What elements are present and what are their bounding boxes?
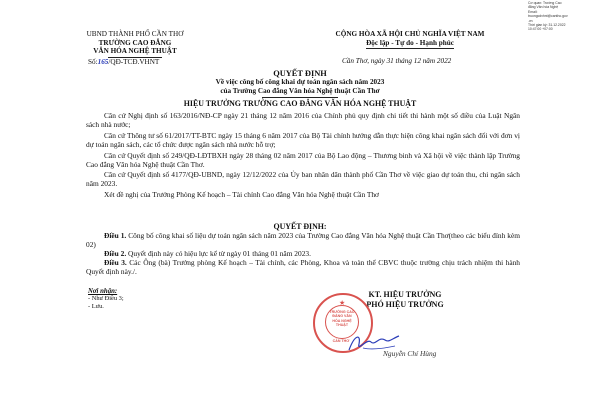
- national-motto: Độc lập - Tự do - Hạnh phúc: [366, 38, 454, 47]
- article-3: [86, 259, 520, 277]
- decision-title: QUYẾT ĐỊNH: [273, 69, 327, 78]
- article-text: Quyết định này có hiệu lực kể từ ngày 01 tháng 01 năm 2023.: [128, 248, 311, 258]
- article-label: Điều 2.: [104, 248, 127, 258]
- decides-heading: QUYẾT ĐỊNH:: [273, 222, 327, 231]
- motto-underline: [366, 48, 454, 49]
- national-title: CỘNG HÒA XÃ HỘI CHỦ NGHĨA VIỆT NAM: [335, 30, 485, 38]
- article-1: [86, 232, 520, 250]
- recipients-block: [88, 288, 208, 311]
- digital-stamp-line: 10:47:00 +07:00: [528, 27, 553, 32]
- article-label: Điều 1.: [104, 231, 127, 240]
- national-header: [290, 30, 530, 47]
- issuer-block: [70, 30, 200, 56]
- digital-stamp-line: Cơ quan: Trường Cao: [528, 1, 562, 5]
- signer-title-1: KT. HIỆU TRƯỞNG: [368, 290, 442, 299]
- digital-stamp-line: truongcdvhnt@cantho.gov: [528, 14, 568, 19]
- authority-heading: HIỆU TRƯỞNG TRƯỜNG CAO ĐẲNG VĂN HÓA NGHỆ THUẬT: [183, 99, 417, 108]
- preamble-item: Xét đề nghị của Trưởng Phòng Kế hoạch – Tài chính Cao đẳng Văn hóa Nghệ thuật Cần Thơ: [104, 190, 379, 200]
- decision-subtitle-line1: Về việc công bố công khai dự toán ngân sách năm 2023: [215, 78, 385, 86]
- issue-date: Cần Thơ, ngày 31 tháng 12 năm 2022: [342, 57, 452, 65]
- signer-name: Nguyễn Chí Hùng: [383, 349, 437, 358]
- digital-stamp-line: .vn: [528, 18, 533, 23]
- decision-subtitle: [150, 78, 450, 95]
- preamble-item: Căn cứ Thông tư số 61/2017/TT-BTC ngày 15 tháng 6 năm 2017 của Bộ Tài chính hướng dẫn thực hiện công khai ngân sách đối với đơn vị dự toán ngân sách, các tổ chức được ngân sách nhà nước hỗ trợ;: [86, 130, 520, 149]
- recipient-item: - Như Điều 3;: [88, 295, 124, 302]
- decision-subtitle-line2: của Trường Cao đẳng Văn hóa Nghệ thuật Cần Thơ: [220, 86, 380, 95]
- signer-title-2: PHÓ HIỆU TRƯỞNG: [366, 300, 444, 309]
- preamble: [86, 112, 520, 200]
- recipients-heading: Nơi nhận:: [88, 288, 118, 295]
- subtitle-underline: [262, 97, 338, 98]
- issuer-school-line1: TRƯỜNG CAO ĐẲNG: [98, 38, 172, 47]
- issuer-city: UBND THÀNH PHỐ CẦN THƠ: [86, 30, 184, 38]
- seal-center-text: TRƯỜNG CAO ĐẲNG VĂN HÓA NGHỆ THUẬT: [329, 310, 355, 328]
- docno-prefix: Số:: [88, 58, 98, 66]
- preamble-item: Căn cứ Quyết định số 4177/QĐ-UBND, ngày 12/12/2022 của Ủy ban nhân dân thành phố Cần Thơ về việc giao dự toán thu, chi ngân sách năm 2023.: [86, 170, 520, 189]
- document-number: [88, 58, 159, 67]
- seal-star-icon: ★: [339, 299, 346, 307]
- docno-handwritten: 165: [97, 58, 109, 66]
- docno-suffix: /QĐ-TCĐ.VHNT: [108, 58, 160, 66]
- article-text: Các Ông (bà) Trưởng phòng Kế hoạch – Tài chính, các Phòng, Khoa và toàn thể CBVC thuộc trường chịu trách nhiệm thi hành Quyết định này./.: [86, 257, 520, 276]
- preamble-item: Căn cứ Nghị định số 163/2016/NĐ-CP ngày 21 tháng 12 năm 2016 của Chính phủ quy định chi tiết thi hành một số điều của Luật Ngân sách nhà nước;: [86, 111, 520, 129]
- article-label: Điều 3.: [104, 257, 127, 267]
- preamble-item: Căn cứ Quyết định số 249/QĐ-LĐTBXH ngày 28 tháng 02 năm 2017 của Bộ Lao động – Thương binh và Xã hội về việc thành lập Trường Cao đẳng Văn hóa Nghệ thuật Cần Thơ.: [86, 150, 520, 169]
- issuer-school-line2: VĂN HÓA NGHỆ THUẬT: [93, 47, 177, 56]
- digital-stamp-line: Email:: [528, 9, 538, 14]
- article-text: Công bố công khai số liệu dự toán ngân sách năm 2023 của Trường Cao đẳng Văn hóa Nghệ thuật Cần Thơ(theo các biểu đính kèm 02): [86, 231, 520, 249]
- digital-stamp-line: đẳng Văn hóa Nghệ: [528, 5, 559, 10]
- seal-ring-text: CẦN THƠ: [332, 339, 350, 343]
- articles: [86, 232, 520, 277]
- recipient-item: - Lưu.: [88, 303, 104, 310]
- digital-signature-stamp: [528, 1, 596, 33]
- digital-stamp-line: Thời gian ký: 31.12.2022: [528, 23, 566, 28]
